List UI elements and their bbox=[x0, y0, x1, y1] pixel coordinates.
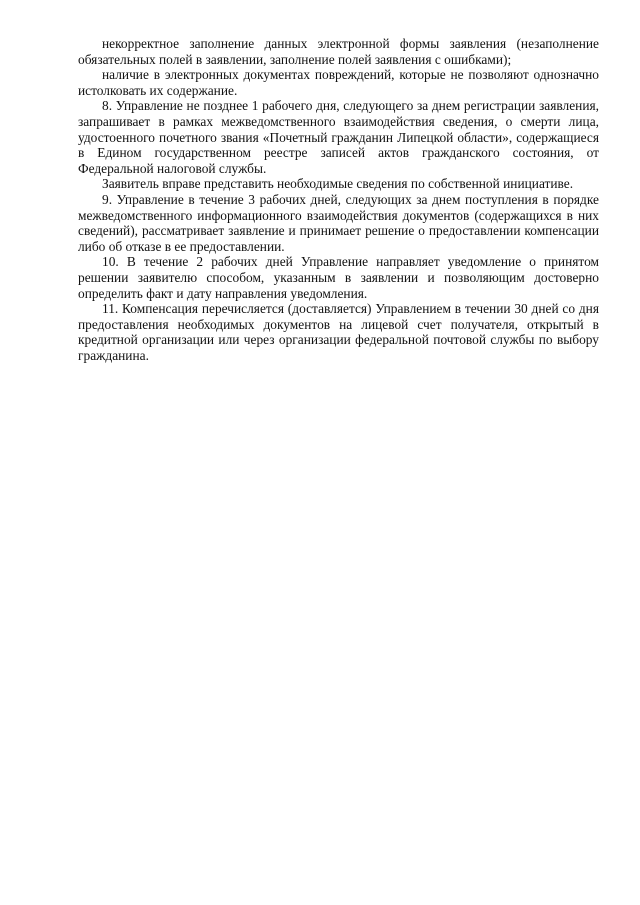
paragraph-item-8: 8. Управление не позднее 1 рабочего дня, следующего за днем регистрации заявления, запрашивает в рамках межведомственного взаимодействия сведения, о смерти лица, удостоенного почетного звания «Почетный гражданин Липецкой области», содержащиеся в Едином государственном реестре записей актов гражданского состояния, от Федеральной налоговой службы. bbox=[78, 98, 599, 176]
document-page bbox=[78, 36, 599, 363]
paragraph-applicant-initiative: Заявитель вправе представить необходимые сведения по собственной инициативе. bbox=[102, 176, 574, 192]
paragraph-item-9: 9. Управление в течение 3 рабочих дней, следующих за днем поступления в порядке межведомственного информационного взаимодействия документов (содержащихся в них сведений), рассматривает заявление и принимает решение о предоставлении компенсации либо об отказе в ее предоставлении. bbox=[78, 191, 599, 254]
paragraph-item-10: 10. В течение 2 рабочих дней Управление направляет уведомление о принятом решении заявителю способом, указанным в заявлении и позволяющим достоверно определить факт и дату направления уведомления. bbox=[78, 254, 599, 301]
paragraph-damaged-documents: наличие в электронных документах повреждений, которые не позволяют однозначно истолковать их содержание. bbox=[78, 67, 599, 98]
paragraph-item-11: 11. Компенсация перечисляется (доставляется) Управлением в течении 30 дней со дня предоставления необходимых документов на лицевой счет получателя, открытый в кредитной организации или через организации федеральной почтовой службы по выбору гражданина. bbox=[78, 301, 599, 363]
paragraph-incorrect-form-filling: некорректное заполнение данных электронной формы заявления (незаполнение обязательных полей в заявлении, заполнение полей заявления с ошибками); bbox=[78, 36, 599, 67]
